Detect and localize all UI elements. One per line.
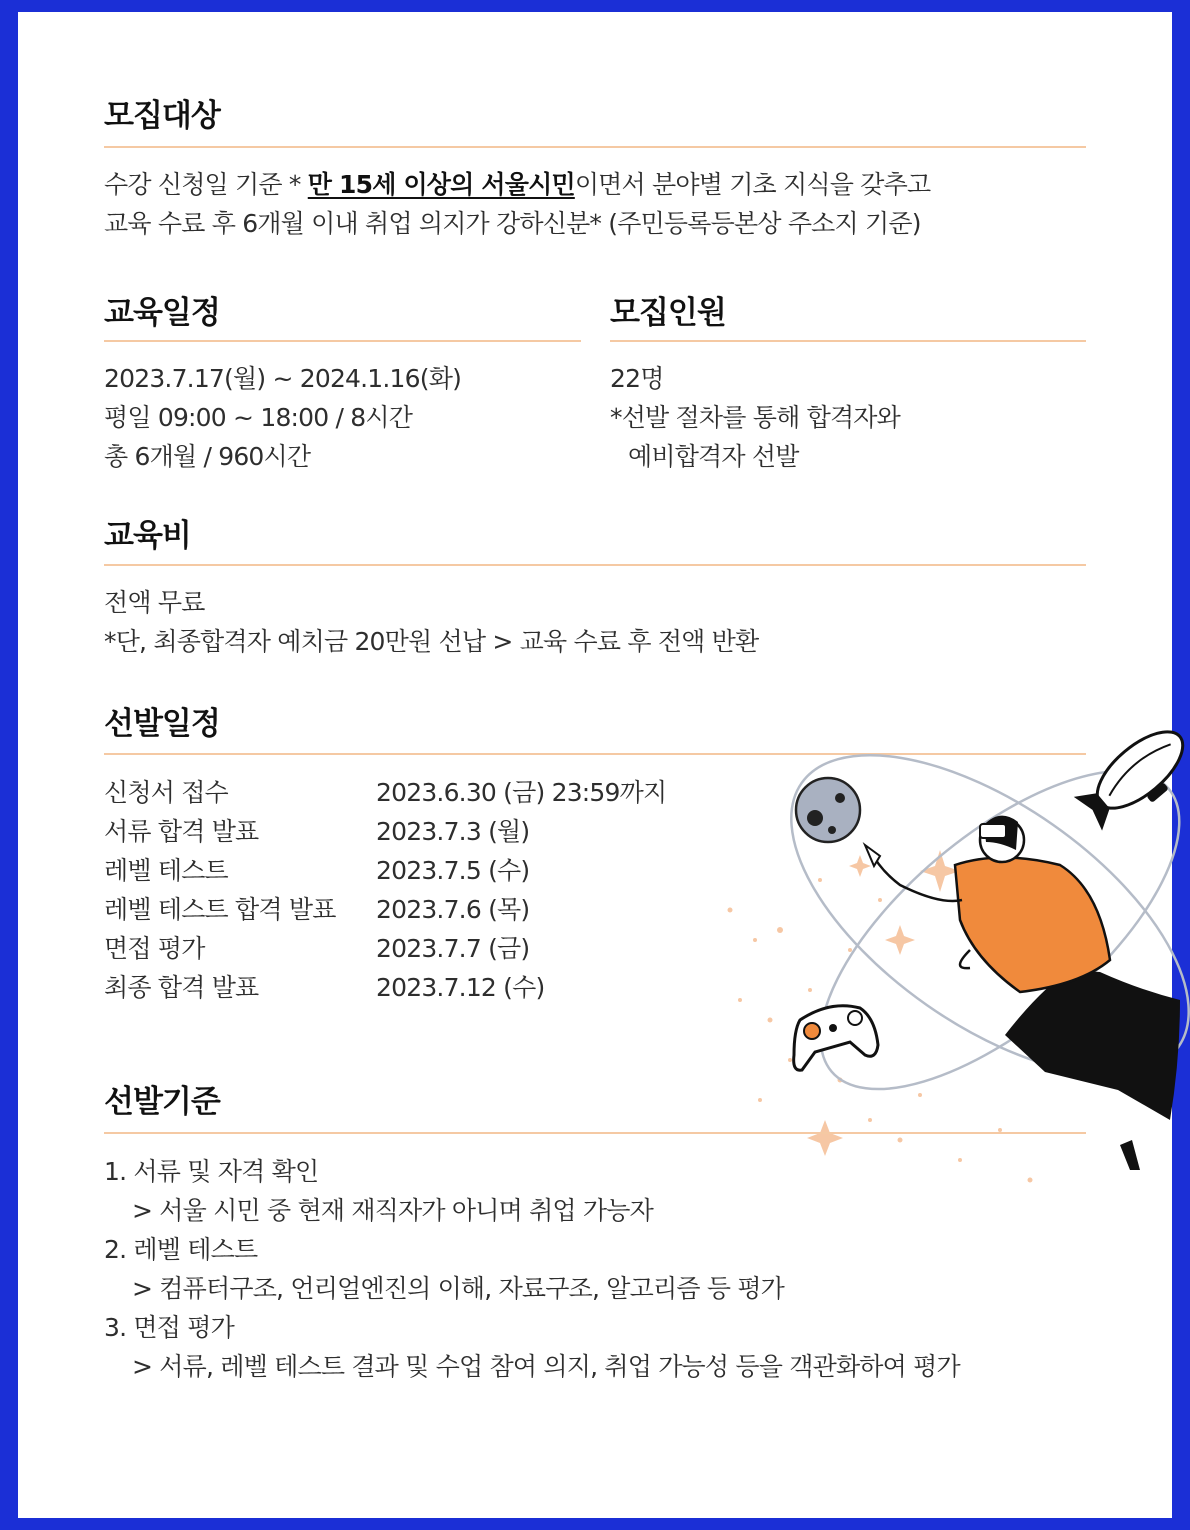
recruit-line: 예비합격자 선발 [628, 442, 799, 471]
section-title-criteria: 선발기준 [104, 1084, 220, 1120]
target-line-1 [104, 165, 930, 204]
section-title-schedule: 교육일정 [104, 295, 220, 331]
criteria-item-detail: > 서류, 레벨 테스트 결과 및 수업 참여 의지, 취업 가능성 등을 객관화하여 평가 [132, 1352, 960, 1381]
section-title-target: 모집대상 [104, 98, 220, 134]
selection-step-date: 2023.7.3 (월) [376, 817, 530, 846]
vr-headset-icon [980, 824, 1006, 838]
selection-step-label: 레벨 테스트 합격 발표 [104, 895, 336, 924]
criteria-item-label: 2. 레벨 테스트 [104, 1235, 258, 1264]
target-highlight: 만 15세 이상의 서울시민 [307, 170, 575, 199]
schedule-line: 총 6개월 / 960시간 [104, 442, 311, 471]
person-figure [865, 816, 1180, 1170]
section-title-fee: 교육비 [104, 518, 191, 554]
selection-step-label: 서류 합격 발표 [104, 817, 259, 846]
planet-icon [796, 778, 860, 842]
selection-step-label: 면접 평가 [104, 934, 205, 963]
fee-line: 전액 무료 [104, 588, 205, 617]
schedule-line: 2023.7.17(월) ~ 2024.1.16(화) [104, 364, 462, 393]
selection-step-label: 신청서 접수 [104, 778, 228, 807]
section-title-selection-schedule: 선발일정 [104, 706, 220, 742]
section-divider [104, 564, 1086, 566]
section-title-recruit: 모집인원 [610, 295, 726, 331]
criteria-item-label: 1. 서류 및 자격 확인 [104, 1157, 319, 1186]
gamepad-icon [794, 1006, 878, 1070]
selection-step-label: 레벨 테스트 [104, 856, 228, 885]
criteria-item-detail: > 서울 시민 중 현재 재직자가 아니며 취업 가능자 [132, 1196, 653, 1225]
blimp-icon [1072, 718, 1190, 839]
selection-step-date: 2023.7.5 (수) [376, 856, 530, 885]
section-divider [104, 1132, 1086, 1134]
recruit-line: 22명 [610, 364, 664, 393]
target-line-1-post: 이면서 분야별 기초 지식을 갖추고 [574, 170, 931, 199]
section-divider [104, 146, 1086, 148]
selection-step-date: 2023.7.12 (수) [376, 973, 545, 1002]
criteria-item-detail: > 컴퓨터구조, 언리얼엔진의 이해, 자료구조, 알고리즘 등 평가 [132, 1274, 785, 1303]
selection-step-date: 2023.7.6 (목) [376, 895, 530, 924]
section-divider [610, 340, 1086, 342]
selection-step-label: 최종 합격 발표 [104, 973, 259, 1002]
criteria-item-label: 3. 면접 평가 [104, 1313, 234, 1342]
section-divider [104, 340, 581, 342]
selection-step-date: 2023.7.7 (금) [376, 934, 530, 963]
recruit-line: *선발 절차를 통해 합격자와 [610, 403, 900, 432]
selection-step-date: 2023.6.30 (금) 23:59까지 [376, 778, 667, 807]
schedule-line: 평일 09:00 ~ 18:00 / 8시간 [104, 403, 413, 432]
floating-person-illustration [700, 700, 1190, 1200]
target-line-2: 교육 수료 후 6개월 이내 취업 의지가 강하신분* (주민등록등본상 주소지 기준) [104, 209, 921, 238]
target-line-1-pre: 수강 신청일 기준 * [104, 170, 308, 199]
fee-line: *단, 최종합격자 예치금 20만원 선납 > 교육 수료 후 전액 반환 [104, 627, 759, 656]
